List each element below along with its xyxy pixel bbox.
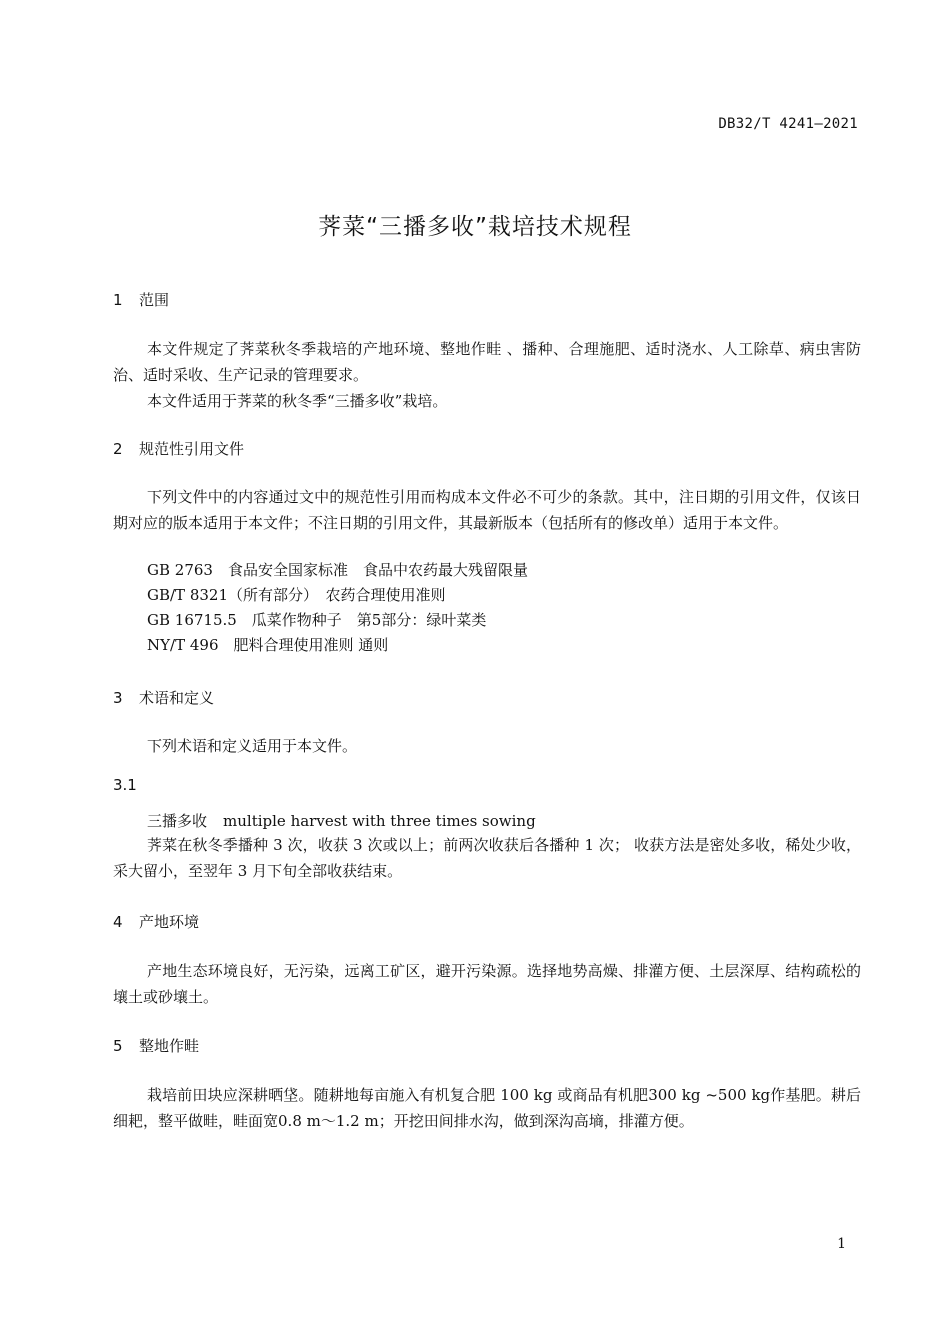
paragraph: 荠菜在秋冬季播种 3 次，收获 3 次或以上；前两次收获后各播种 1 次； 收获方法是密处多收，稀处少收，采大留小，至翌年 3 月下旬全部收获结束。 (113, 836, 861, 880)
section-4-heading (113, 911, 199, 932)
page-number: 1 (837, 1236, 846, 1252)
doc-code: DB32/T 4241—2021 (718, 116, 858, 132)
section-number: 3 (113, 689, 123, 707)
reference-item: GB/T 8321（所有部分） 农药合理使用准则 (147, 586, 446, 604)
section-number: 4 (113, 913, 123, 931)
paragraph: 下列文件中的内容通过文中的规范性引用而构成本文件必不可少的条款。其中，注日期的引用文件，仅该日期对应的版本适用于本文件；不注日期的引用文件，其最新版本（包括所有的修改单）适用于本文件。 (113, 488, 861, 532)
subsection-3-1-number: 3.1 (113, 776, 137, 794)
section-title: 术语和定义 (139, 689, 215, 707)
section-title: 范围 (139, 291, 170, 309)
section-title: 产地环境 (139, 913, 200, 931)
section-title: 规范性引用文件 (139, 440, 245, 458)
term-english: multiple harvest with three times sowing (223, 812, 536, 830)
section-title: 整地作畦 (139, 1037, 200, 1055)
reference-list (147, 558, 528, 658)
section-5-body (113, 1082, 861, 1134)
term-chinese: 三播多收 (147, 812, 208, 830)
section-3-body (113, 733, 861, 759)
section-2-body (113, 484, 861, 536)
term-definition (113, 832, 861, 884)
section-1-body (113, 336, 861, 414)
page-title: 荠菜“三播多收”栽培技术规程 (318, 214, 632, 240)
term-entry (147, 810, 536, 831)
paragraph: 下列术语和定义适用于本文件。 (147, 737, 358, 755)
paragraph: 栽培前田块应深耕晒垡。随耕地每亩施入有机复合肥 100 kg 或商品有机肥300 kg ~500 kg作基肥。耕后细耙，整平做畦，畦面宽0.8 m～1.2 m；开挖田间排水沟，做到深沟高墒，排灌方便。 (113, 1086, 861, 1130)
reference-item: GB 2763 食品安全国家标准 食品中农药最大残留限量 (147, 561, 528, 579)
section-4-body (113, 958, 861, 1010)
paragraph: 本文件适用于荠菜的秋冬季“三播多收”栽培。 (147, 392, 448, 410)
section-number: 5 (113, 1037, 123, 1055)
section-1-heading (113, 289, 169, 310)
section-number: 1 (113, 291, 123, 309)
reference-item: GB 16715.5 瓜菜作物种子 第5部分：绿叶菜类 (147, 611, 487, 629)
section-2-heading (113, 438, 244, 459)
section-3-heading (113, 687, 214, 708)
section-5-heading (113, 1035, 199, 1056)
section-number: 2 (113, 440, 123, 458)
paragraph: 本文件规定了荠菜秋冬季栽培的产地环境、整地作畦 、播种、合理施肥、适时浇水、人工除草、病虫害防治、适时采收、生产记录的管理要求。 (113, 340, 861, 384)
paragraph: 产地生态环境良好，无污染，远离工矿区，避开污染源。选择地势高燥、排灌方便、土层深厚、结构疏松的壤土或砂壤土。 (113, 962, 861, 1006)
reference-item: NY/T 496 肥料合理使用准则 通则 (147, 636, 389, 654)
